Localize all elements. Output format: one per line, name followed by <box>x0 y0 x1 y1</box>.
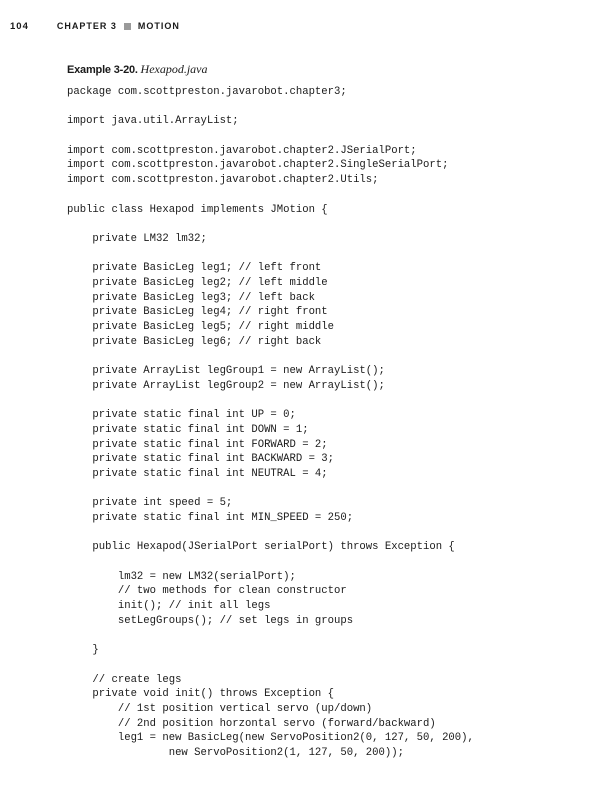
code-line <box>67 526 474 541</box>
code-line: private ArrayList legGroup1 = new ArrayList(); <box>67 365 385 378</box>
code-line: lm32 = new LM32(serialPort); <box>67 570 296 583</box>
separator-square-icon <box>124 23 131 30</box>
code-line: import java.util.ArrayList; <box>67 115 239 128</box>
code-line: setLegGroups(); // set legs in groups <box>67 614 354 627</box>
page-number: 104 <box>10 20 29 32</box>
code-line: private static final int NEUTRAL = 4; <box>67 467 328 480</box>
code-line: // 1st position vertical servo (up/down) <box>67 702 373 715</box>
code-line <box>67 100 474 115</box>
code-line: private BasicLeg leg4; // right front <box>67 306 328 319</box>
code-line <box>67 555 474 570</box>
code-line: private static final int DOWN = 1; <box>67 423 309 436</box>
code-line: public class Hexapod implements JMotion { <box>67 203 328 216</box>
running-head <box>10 18 180 34</box>
code-line: leg1 = new BasicLeg(new ServoPosition2(0, 127, 50, 200), <box>67 732 474 745</box>
code-line: package com.scottpreston.javarobot.chapter3; <box>67 86 347 98</box>
code-listing <box>67 85 474 761</box>
code-line <box>67 482 474 497</box>
code-line: init(); // init all legs <box>67 600 271 613</box>
code-line: private ArrayList legGroup2 = new ArrayList(); <box>67 379 385 392</box>
code-line <box>67 129 474 144</box>
code-line: private int speed = 5; <box>67 497 233 510</box>
code-line: private static final int MIN_SPEED = 250; <box>67 511 354 524</box>
example-label: Example 3-20. <box>67 64 138 76</box>
chapter-label: CHAPTER 3 <box>56 21 117 31</box>
example-title: Hexapod.java <box>140 62 208 76</box>
code-line: import com.scottpreston.javarobot.chapter2.JSerialPort; <box>67 144 417 157</box>
code-line: private static final int BACKWARD = 3; <box>67 453 335 466</box>
code-line: private LM32 lm32; <box>67 232 207 245</box>
code-line: private BasicLeg leg2; // left middle <box>67 276 328 289</box>
code-line: private BasicLeg leg3; // left back <box>67 291 315 304</box>
code-line <box>67 628 474 643</box>
code-line: private BasicLeg leg6; // right back <box>67 335 322 348</box>
code-line: private BasicLeg leg5; // right middle <box>67 321 335 333</box>
code-line <box>67 247 474 262</box>
code-line <box>67 658 474 673</box>
code-line: } <box>67 644 99 657</box>
code-line: private BasicLeg leg1; // left front <box>67 262 322 275</box>
code-line: import com.scottpreston.javarobot.chapter2.SingleSerialPort; <box>67 159 449 172</box>
example-caption <box>67 62 208 77</box>
code-line: // create legs <box>67 673 182 686</box>
code-line <box>67 349 474 364</box>
code-line: private void init() throws Exception { <box>67 688 335 701</box>
code-line <box>67 217 474 232</box>
code-line: private static final int UP = 0; <box>67 409 296 422</box>
code-line: public Hexapod(JSerialPort serialPort) throws Exception { <box>67 541 455 554</box>
code-line: import com.scottpreston.javarobot.chapter2.Utils; <box>67 174 379 187</box>
code-line: private static final int FORWARD = 2; <box>67 438 328 451</box>
section-label: MOTION <box>137 21 180 31</box>
code-line <box>67 188 474 203</box>
code-line: new ServoPosition2(1, 127, 50, 200)); <box>67 746 404 759</box>
code-line <box>67 393 474 408</box>
code-line: // 2nd position horzontal servo (forward/backward) <box>67 717 436 730</box>
code-line: // two methods for clean constructor <box>67 585 347 598</box>
